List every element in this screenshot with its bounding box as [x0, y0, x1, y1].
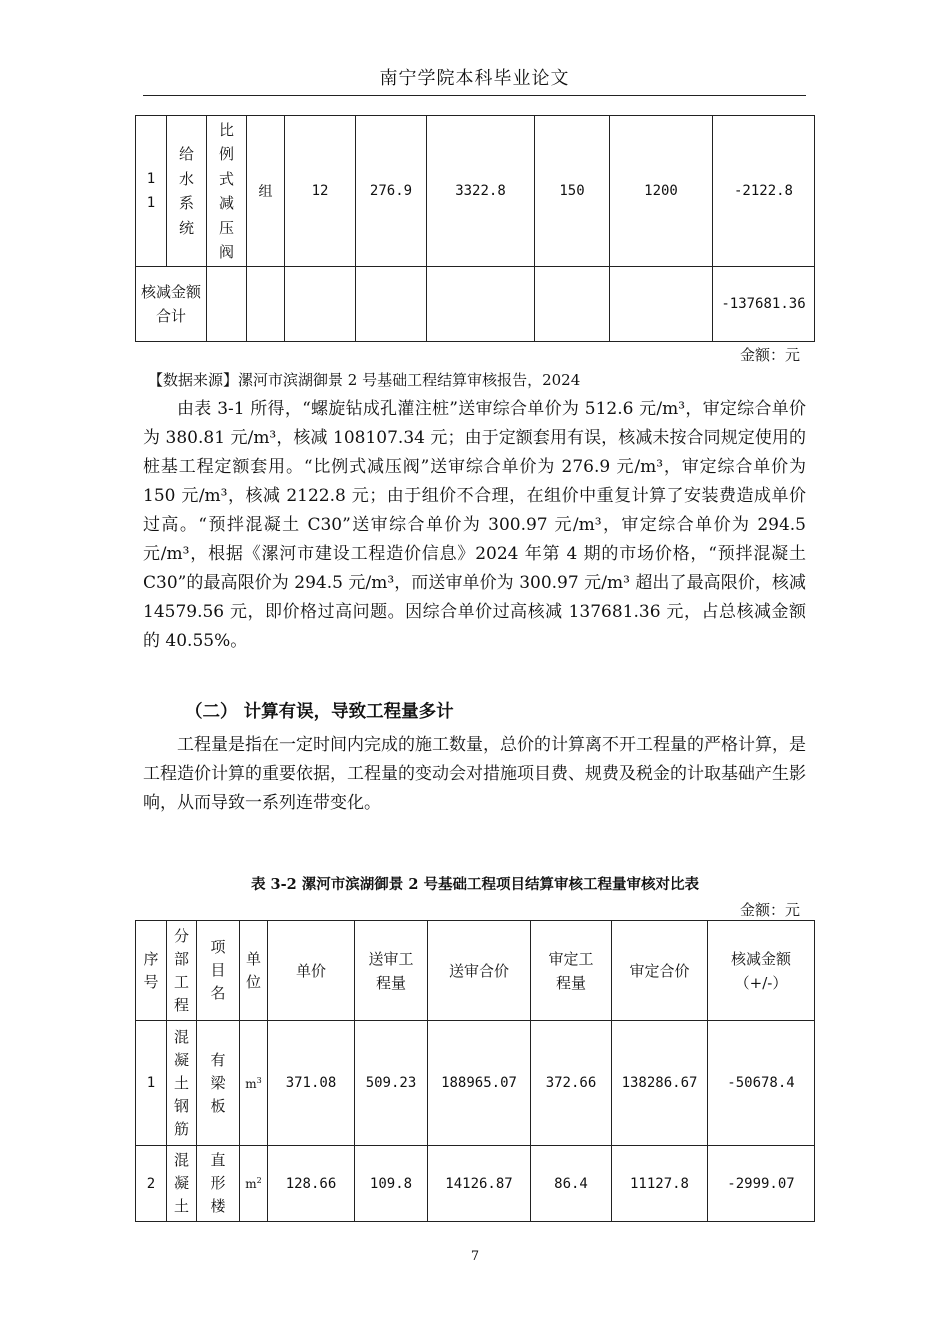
header-cell: 送审合价: [428, 921, 531, 1021]
row-number: 11: [146, 170, 156, 211]
total-label: 核减金额合计: [141, 283, 202, 325]
row-reduction: -2122.8: [713, 116, 815, 267]
row-submitted-qty: 509.23: [355, 1021, 428, 1146]
amount-unit-note: 金额：元: [740, 901, 801, 919]
row-part: 混凝土钢筋: [173, 1027, 189, 1138]
table-row: [136, 116, 815, 267]
row-price: 371.08: [268, 1021, 355, 1146]
header-cell: 核减金额（+/-）: [730, 949, 791, 992]
header-cell: 序号: [143, 949, 159, 991]
row-submitted-qty: 109.8: [355, 1146, 428, 1222]
row-reduction: -2999.07: [708, 1146, 815, 1222]
row-audited-total: 138286.67: [612, 1021, 708, 1146]
row-submitted-price: 276.9: [356, 116, 427, 267]
header-cell: 送审工程量: [368, 949, 414, 992]
table-caption: 表 3-2 漯河市滨湖御景 2 号基础工程项目结算审核工程量审核对比表: [251, 876, 699, 893]
row-unit: $m^2$: [240, 1146, 268, 1222]
row-audited-total: 11127.8: [612, 1146, 708, 1222]
row-number: 1: [136, 1021, 167, 1146]
total-value: -137681.36: [713, 267, 815, 342]
row-item: 直形楼: [210, 1151, 226, 1215]
row-part: 混凝土: [173, 1151, 189, 1215]
row-submitted-total: 3322.8: [427, 116, 535, 267]
row-reduction: -50678.4: [708, 1021, 815, 1146]
row-audited-qty: 372.66: [531, 1021, 612, 1146]
header-cell: 项目名: [210, 938, 226, 1002]
row-unit: $m^3$: [240, 1021, 268, 1146]
table-row: [136, 1146, 815, 1222]
header-cell: 审定工程量: [548, 949, 594, 992]
row-price: 128.66: [268, 1146, 355, 1222]
section-heading: （二） 计算有误，导致工程量多计: [185, 702, 454, 722]
row-audited-price: 150: [535, 116, 610, 267]
table-3-1-continued: [135, 115, 815, 342]
quantity-paragraph: [143, 731, 806, 818]
table-row: [136, 1021, 815, 1146]
row-audited-total: 1200: [610, 116, 713, 267]
header-cell: 单价: [268, 921, 355, 1021]
data-source-note: 【数据来源】漯河市滨湖御景 2 号基础工程结算审核报告，2024: [148, 371, 581, 389]
row-part: 给水系统: [178, 145, 194, 237]
row-submitted-total: 14126.87: [428, 1146, 531, 1222]
total-row: [136, 267, 815, 342]
header-cell: 单位: [245, 949, 261, 991]
amount-unit-note: 金额：元: [740, 346, 801, 364]
page-number: 7: [470, 1249, 480, 1264]
paragraph-text: 由表 3-1 所得，“螺旋钻成孔灌注桩”送审综合单价为 512.6 元/m³，审定综合单价为 380.81 元/m³，核减 108107.34 元；由于定额套用有误，核减未按合同规定使用的桩基工程定额套用。“比例式减压阀”送审综合单价为 276.9 元/m³，审定综合单价为 150 元/m³，核减 2122.8 元；由于组价不合理，在组价中重复计算了安装费造成单价过高。“预拌混凝土 C30”送审综合单价为 300.97 元/m³，审定综合单价为 294.5 元/m³，根据《漯河市建设工程造价信息》2024 年第 4 期的市场价格，“预拌混凝土 C30”的最高限价为 294.5 元/m³，而送审单价为 300.97 元/m³ 超出了最高限价，核减 14579.56 元，即价格过高问题。因综合单价过高核减 137681.36 元，占总核减金额的 40.55%。: [143, 399, 806, 651]
row-unit: 组: [247, 116, 285, 267]
row-qty: 12: [285, 116, 356, 267]
table-3-2: [135, 920, 815, 1222]
header-cell: 审定合价: [612, 921, 708, 1021]
row-number: 2: [136, 1146, 167, 1222]
paragraph-text: 工程量是指在一定时间内完成的施工数量，总价的计算离不开工程量的严格计算，是工程造价计算的重要依据，工程量的变动会对措施项目费、规费及税金的计取基础产生影响，从而导致一系列连带变化。: [143, 735, 806, 813]
row-audited-qty: 86.4: [531, 1146, 612, 1222]
row-item: 比例式减压阀: [218, 120, 234, 261]
row-submitted-total: 188965.07: [428, 1021, 531, 1146]
row-item: 有梁板: [210, 1050, 226, 1115]
header-cell: 分部工程: [173, 926, 189, 1014]
table-header-row: [136, 921, 815, 1021]
running-header: 南宁学院本科毕业论文: [143, 62, 806, 96]
analysis-paragraph: [143, 395, 806, 656]
